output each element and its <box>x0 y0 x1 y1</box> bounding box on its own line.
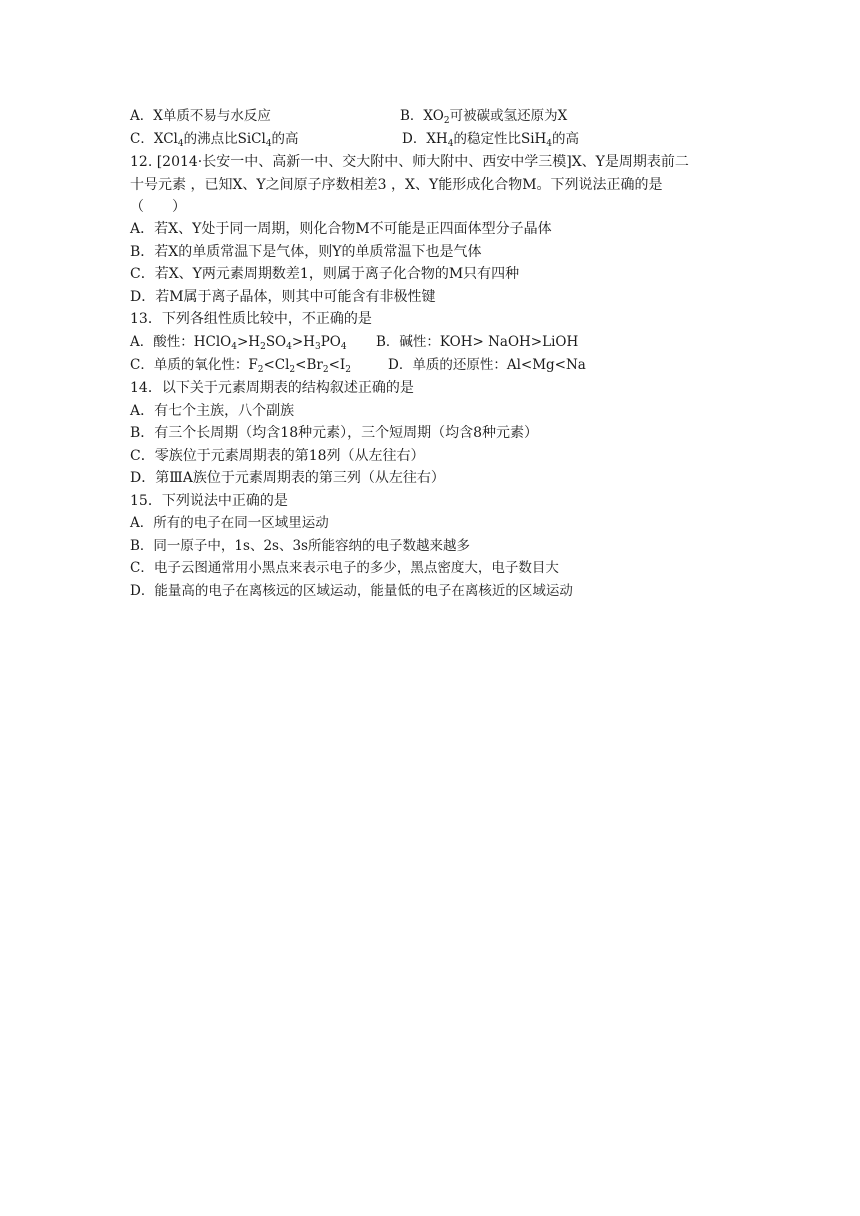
q15-option-b: B．同一原子中，1s、2s、3s所能容纳的电子数越来越多 <box>130 538 470 554</box>
q11-option-b: B．$XO_2$可被碳或氢还原为X <box>400 108 568 126</box>
q13-option-d: D．单质的还原性：Al<Mg<Na <box>388 357 586 373</box>
q12-stem-line-1: 12. [2014·长安一中、高新一中、交大附中、师大附中、西安中学三模]X、Y是周期表前二 <box>130 154 689 170</box>
q15-stem: 15．下列说法中正确的是 <box>130 493 288 509</box>
q12-option-b: B．若X的单质常温下是气体，则Y的单质常温下也是气体 <box>130 244 482 260</box>
q15-option-d: D．能量高的电子在离核远的区域运动，能量低的电子在离核近的区域运动 <box>130 583 573 599</box>
q14-option-d: D．第ⅢA族位于元素周期表的第三列（从左往右） <box>130 470 445 486</box>
q14-option-c: C．零族位于元素周期表的第18列（从左往右） <box>130 448 425 464</box>
q13-stem: 13．下列各组性质比较中，不正确的是 <box>130 311 372 327</box>
q13-option-b: B．碱性：KOH> NaOH>LiOH <box>376 334 579 350</box>
q12-option-c: C．若X、Y两元素周期数差1，则属于离子化合物的M只有四种 <box>130 266 520 282</box>
q11-option-c: C．XCl$_4$的沸点比SiCl$_4$的高 <box>130 131 299 149</box>
q12-option-d: D．若M属于离子晶体，则其中可能含有非极性键 <box>130 289 436 305</box>
q13-option-c: C．单质的氧化性：$F_2<Cl_2<Br_2<I_2$ <box>130 357 351 375</box>
q12-stem-line-3: （ ） <box>130 199 186 215</box>
q14-option-b: B．有三个长周期（均含18种元素），三个短周期（均含8种元素） <box>130 425 539 441</box>
q11-option-a: A．X单质不易与水反应 <box>130 108 271 124</box>
q12-stem-line-2: 十号元素 ，已知X、Y之间原子序数相差3 ，X、Y能形成化合物M。下列说法正确的是 <box>130 177 663 193</box>
q13-option-a: A．酸性：$HClO_4>H_2SO_4>H_3PO_4$ <box>130 334 347 352</box>
q14-option-a: A．有七个主族，八个副族 <box>130 403 295 419</box>
q12-option-a: A．若X、Y处于同一周期，则化合物M不可能是正四面体型分子晶体 <box>130 221 552 237</box>
q15-option-a: A．所有的电子在同一区域里运动 <box>130 515 329 531</box>
q15-option-c: C．电子云图通常用小黑点来表示电子的多少，黑点密度大，电子数目大 <box>130 560 559 576</box>
q14-stem: 14．以下关于元素周期表的结构叙述正确的是 <box>130 380 414 396</box>
q11-option-d: D．$XH_4$的稳定性比SiH$_4$的高 <box>402 131 580 149</box>
